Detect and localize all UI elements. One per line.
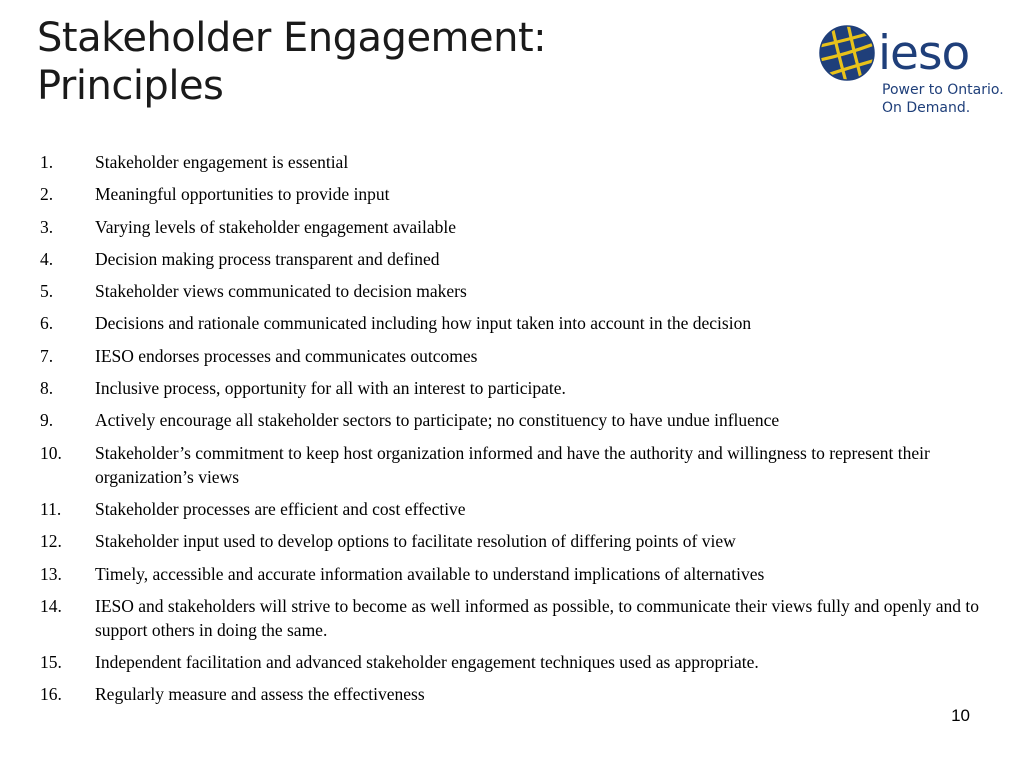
list-item-number: 16. bbox=[40, 684, 62, 705]
page-number: 10 bbox=[951, 706, 970, 725]
globe-icon bbox=[818, 24, 876, 82]
list-item-number: 12. bbox=[40, 531, 62, 552]
list-item bbox=[40, 182, 980, 206]
principles-list bbox=[40, 150, 980, 715]
list-item-number: 4. bbox=[40, 248, 54, 269]
list-item-text: Regularly measure and assess the effectiveness bbox=[95, 684, 425, 705]
list-item bbox=[40, 215, 980, 239]
list-item bbox=[40, 408, 980, 432]
list-item bbox=[40, 529, 980, 553]
list-item-text: Decision making process transparent and defined bbox=[95, 248, 440, 269]
slide-title bbox=[37, 14, 737, 110]
list-item-number: 1. bbox=[40, 152, 54, 172]
list-item bbox=[40, 594, 980, 642]
list-item-number: 10. bbox=[40, 442, 62, 463]
list-item-text: Actively encourage all stakeholder sectors to participate; no constituency to have undue influence bbox=[95, 410, 780, 431]
list-item-number: 5. bbox=[40, 281, 54, 302]
list-item-text: Stakeholder engagement is essential bbox=[95, 152, 349, 172]
list-item-number: 13. bbox=[40, 563, 62, 584]
list-item bbox=[40, 311, 980, 335]
list-item-text: Decisions and rationale communicated including how input taken into account in the decision bbox=[95, 313, 752, 334]
logo-tagline-line-1: Power to Ontario. bbox=[882, 82, 1004, 98]
list-item-number: 11. bbox=[40, 498, 62, 519]
list-item bbox=[40, 682, 980, 706]
slide-title-line-2: Principles bbox=[37, 63, 224, 109]
list-item bbox=[40, 344, 980, 368]
list-item-text: Stakeholder input used to develop options to facilitate resolution of differing points of view bbox=[95, 531, 736, 552]
logo-tagline-line-2: On Demand. bbox=[882, 100, 971, 116]
list-item bbox=[40, 441, 980, 489]
logo-wordmark: ieso bbox=[878, 26, 970, 81]
list-item bbox=[40, 376, 980, 400]
list-item-text: Varying levels of stakeholder engagement available bbox=[95, 216, 457, 237]
list-item-number: 7. bbox=[40, 345, 54, 366]
list-item-text: Meaningful opportunities to provide input bbox=[95, 184, 390, 205]
list-item-number: 8. bbox=[40, 378, 54, 399]
list-item-text: Timely, accessible and accurate information available to understand implications of alternatives bbox=[95, 563, 765, 584]
list-item-text: IESO and stakeholders will strive to become as well informed as possible, to communicate their views fully and openly and to support others in doing the same. bbox=[95, 595, 980, 640]
list-item bbox=[40, 150, 980, 174]
list-item bbox=[40, 562, 980, 586]
list-item-text: Stakeholder processes are efficient and cost effective bbox=[95, 498, 466, 519]
list-item-number: 6. bbox=[40, 313, 54, 334]
list-item bbox=[40, 497, 980, 521]
list-item-number: 9. bbox=[40, 410, 54, 431]
slide-title-line-1: Stakeholder Engagement: bbox=[37, 15, 547, 61]
list-item bbox=[40, 247, 980, 271]
list-item-number: 3. bbox=[40, 216, 54, 237]
ieso-logo bbox=[818, 24, 1014, 120]
list-item-text: Stakeholder’s commitment to keep host organization informed and have the authority and willingness to represent their organization’s views bbox=[95, 442, 930, 487]
list-item-text: Independent facilitation and advanced stakeholder engagement techniques used as appropriate. bbox=[95, 652, 759, 673]
list-item-number: 15. bbox=[40, 652, 62, 673]
list-item-text: Stakeholder views communicated to decision makers bbox=[95, 281, 467, 302]
list-item bbox=[40, 279, 980, 303]
logo-tagline bbox=[882, 81, 1004, 117]
list-item-text: IESO endorses processes and communicates outcomes bbox=[95, 345, 478, 366]
list-item-text: Inclusive process, opportunity for all with an interest to participate. bbox=[95, 378, 566, 399]
list-item-number: 14. bbox=[40, 595, 62, 616]
list-item bbox=[40, 650, 980, 674]
list-item-number: 2. bbox=[40, 184, 54, 205]
